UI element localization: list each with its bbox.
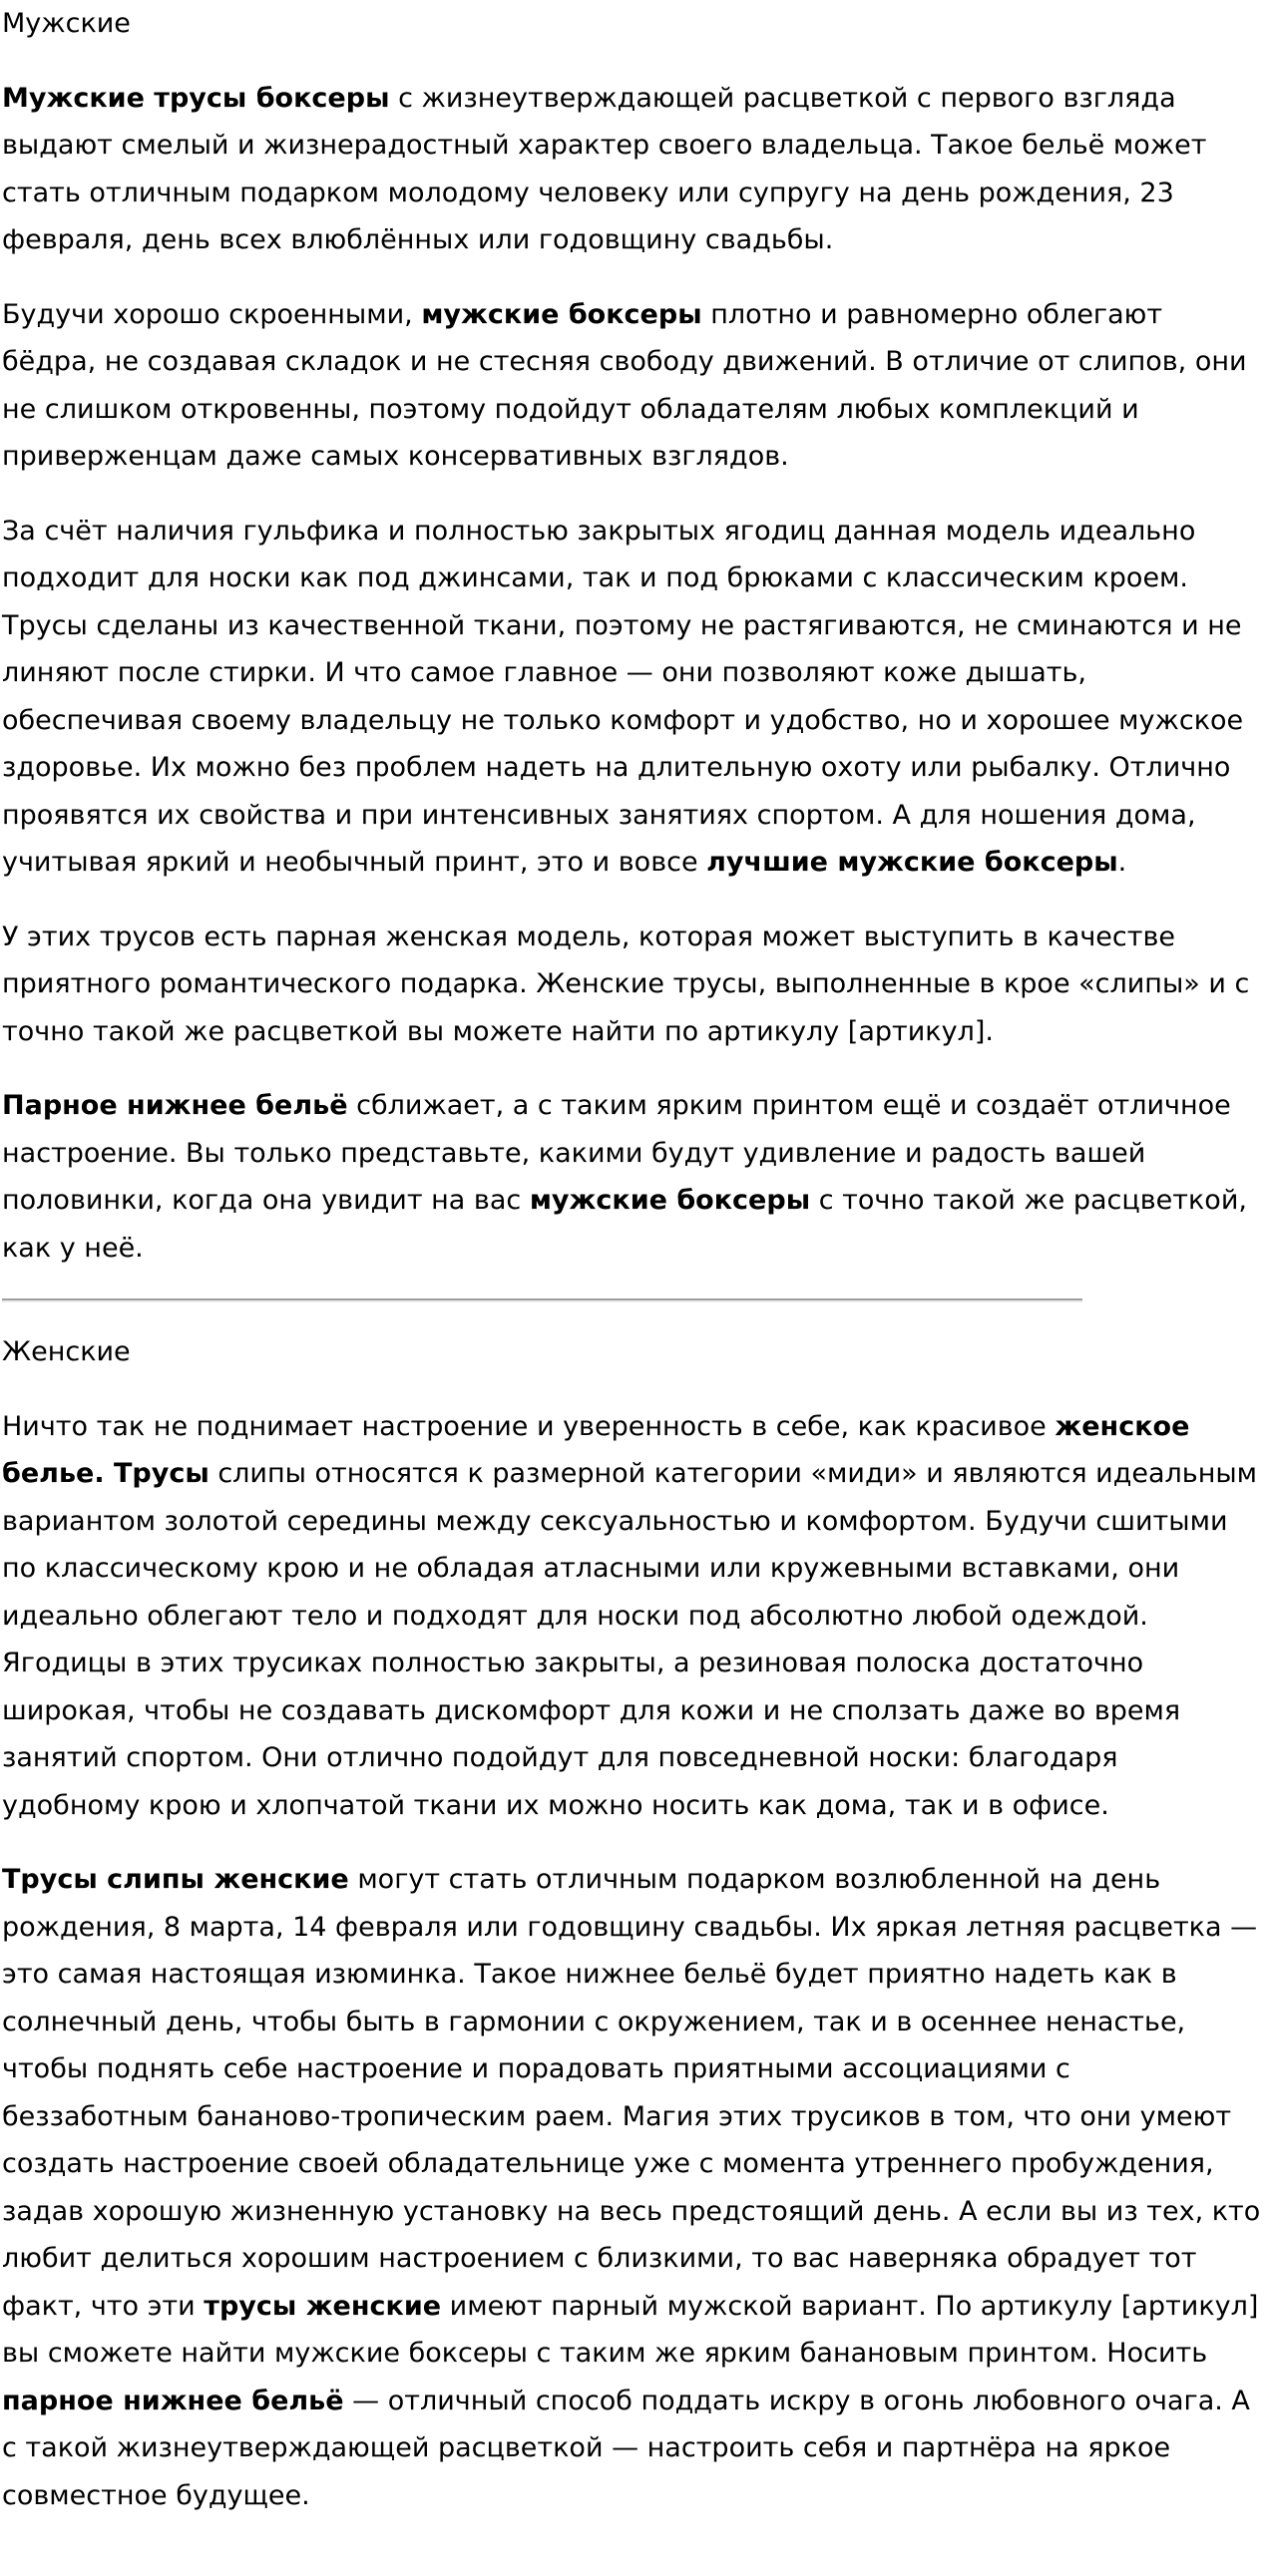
body-text: с точно такой же расцветкой, как у неё.: [2, 1185, 1247, 1264]
body-text: — отличный способ поддать искру в огонь любовного очага. А с такой жизнеутверждающей расцветкой — настроить себя и партнёра на яркое совместное будущее.: [2, 2385, 1250, 2511]
body-text: Будучи хорошо скроенными,: [2, 298, 422, 330]
paragraph: [2, 508, 1261, 887]
bold-text: лучшие мужские боксеры: [706, 847, 1118, 878]
body-text: сближает, а с таким ярким принтом ещё и создаёт отличное настроение. Вы только представьте, какими будут удивление и радость вашей половинки, когда она увидит на вас: [2, 1090, 1231, 1216]
paragraph: [2, 1856, 1261, 2519]
body-text: с жизнеутверждающей расцветкой с первого взгляда выдают смелый и жизнерадостный характер своего владельца. Такое бельё может стать отличным подарком молодому человеку или супругу на день рождения, 23 февраля, день всех влюблённых или годовщину свадьбы.: [2, 82, 1207, 255]
bold-text: парное нижнее бельё: [2, 2385, 344, 2416]
paragraph: [2, 75, 1261, 264]
body-text: имеют парный мужской вариант. По артикулу [артикул] вы сможете найти мужские боксеры с таким же ярким банановым принтом. Носить: [2, 2290, 1259, 2369]
bold-text: мужские боксеры: [421, 298, 702, 330]
bold-text: мужские боксеры: [529, 1185, 811, 1216]
paragraph: [2, 1403, 1261, 1830]
bold-text: трусы женские: [204, 2290, 442, 2322]
section-heading: Мужские: [2, 8, 131, 39]
bold-text: Парное нижнее бельё: [2, 1090, 348, 1121]
body-text: плотно и равномерно облегают бёдра, не создавая складок и не стесняя свободу движений. В отличие от слипов, они не слишком откровенны, поэтому подойдут обладателям любых комплекций и приверженцам даже самых консервативных взглядов.: [2, 298, 1247, 472]
bold-text: Мужские трусы боксеры: [2, 82, 390, 114]
body-text: могут стать отличным подарком возлюбленной на день рождения, 8 марта, 14 февраля или годовщину свадьбы. Их яркая летняя расцветка — это самая настоящая изюминка. Такое нижнее бельё будет приятно надеть как в солнечный день, чтобы быть в гармонии с окружением, так и в осеннее ненастье, чтобы поднять себе настроение и порадовать приятными ассоциациями с беззаботным бананово-тропическим раем. Магия этих трусиков в том, что они умеют создать настроение своей обладательнице уже с момента утреннего пробуждения, задав хорошую жизненную установку на весь предстоящий день. А если вы из тех, кто любит делиться хорошим настроением с близкими, то вас наверняка обрадует тот факт, что эти: [2, 1864, 1261, 2322]
body-text: слипы относятся к размерной категории «миди» и являются идеальным вариантом золотой середины между сексуальностью и комфортом. Будучи сшитыми по классическому крою и не обладая атласными или кружевными вставками, они идеально облегают тело и подходят для носки под абсолютно любой одеждой. Ягодицы в этих трусиках полностью закрыты, а резиновая полоска достаточно широкая, чтобы не создавать дискомфорт для кожи и не сползать даже во время занятий спортом. Они отлично подойдут для повседневной носки: благодаря удобному крою и хлопчатой ткани их можно носить как дома, так и в офисе.: [2, 1458, 1258, 1821]
bold-text: Трусы слипы женские: [2, 1864, 349, 1895]
bold-text: женское белье. Трусы: [2, 1410, 1190, 1489]
paragraph: [2, 914, 1261, 1056]
section-heading: Женские: [2, 1336, 131, 1367]
paragraph: [2, 1082, 1261, 1272]
section-divider: [2, 1298, 1082, 1302]
body-text: У этих трусов есть парная женская модель, которая может выступить в качестве приятного романтического подарка. Женские трусы, выполненные в крое «слипы» и с точно такой же расцветкой вы можете найти по артикулу [артикул].: [2, 920, 1250, 1047]
paragraph: [2, 291, 1261, 481]
body-text: Ничто так не поднимает настроение и уверенность в себе, как красивое: [2, 1410, 1056, 1442]
body-text: .: [1117, 847, 1127, 878]
body-text: За счёт наличия гульфика и полностью закрытых ягодиц данная модель идеально подходит для носки как под джинсами, так и под брюками с классическим кроем. Трусы сделаны из качественной ткани, поэтому не растягиваются, не сминаются и не линяют после стирки. И что самое главное — они позволяют коже дышать, обеспечивая своему владельцу не только комфорт и удобство, но и хорошее мужское здоровье. Их можно без проблем надеть на длительную охоту или рыбалку. Отлично проявятся их свойства и при интенсивных занятиях спортом. А для ношения дома, учитывая яркий и необычный принт, это и вовсе: [2, 515, 1244, 878]
